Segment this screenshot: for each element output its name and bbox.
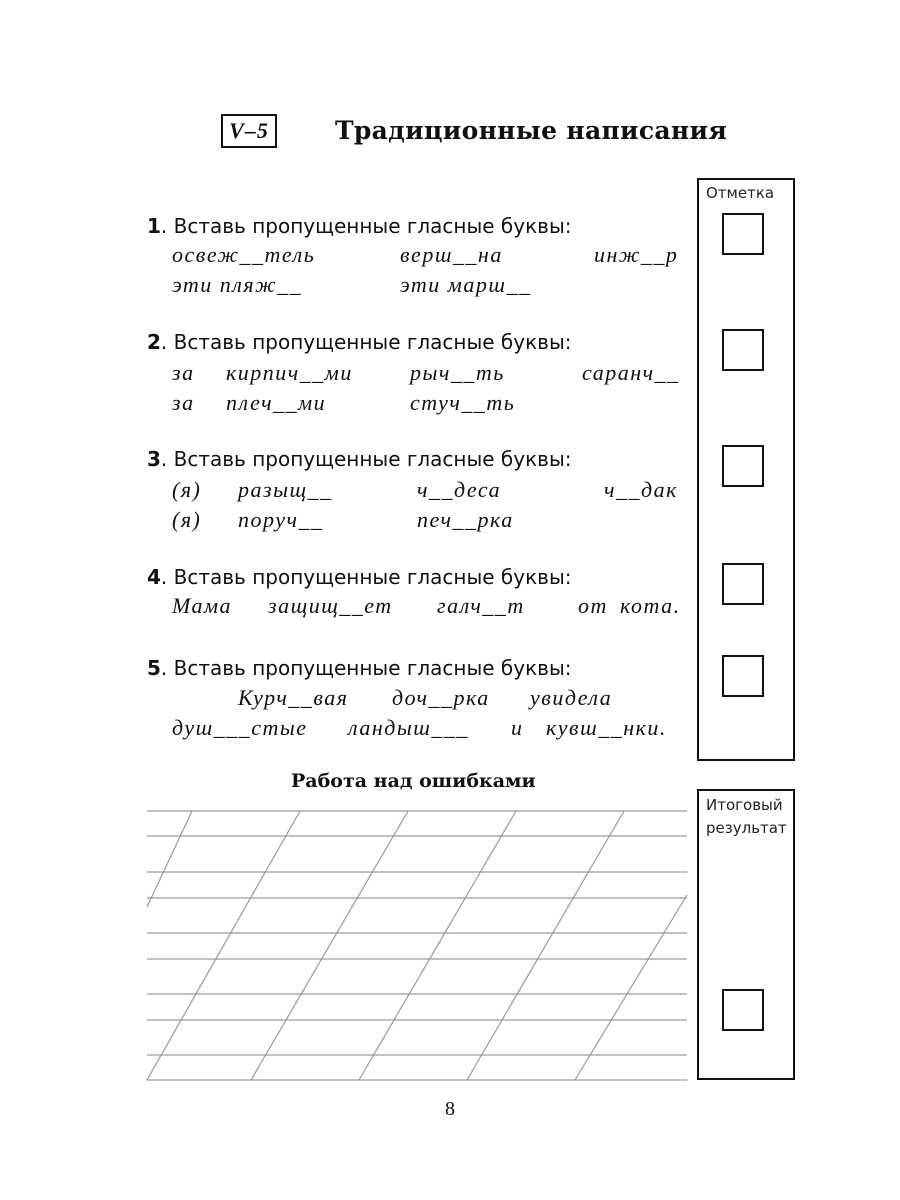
result-panel (697, 789, 795, 1080)
task-5-word[interactable]: кувш__нки. (546, 715, 667, 740)
task-3-word[interactable]: (я) (172, 507, 202, 532)
task-1-word[interactable]: верш__на (400, 242, 503, 267)
task-1-word[interactable]: освеж__тель (172, 242, 316, 267)
page-number: 8 (445, 1098, 455, 1120)
task-2-word[interactable]: рыч__ть (410, 360, 505, 385)
marks-panel-label: Отметка (706, 184, 775, 202)
task-instruction: . Вставь пропущенные гласные буквы: (160, 330, 572, 354)
task-instruction: . Вставь пропущенные гласные буквы: (160, 565, 572, 589)
task-5-word[interactable]: ландыш___ (348, 715, 469, 740)
page-title: Традиционные написания (335, 116, 728, 145)
task-5-word[interactable]: доч__рка (392, 685, 490, 710)
task-4-word[interactable]: галч__т (437, 593, 525, 618)
task-1-word[interactable]: инж__р (594, 242, 679, 267)
task-2-word[interactable]: за (172, 390, 195, 415)
task-3-word[interactable]: ч__дак (604, 477, 678, 502)
task-number: 4 (147, 565, 161, 589)
task-number: 5 (147, 656, 161, 680)
result-panel-label-line1: Итоговый (706, 796, 783, 814)
task-5-word[interactable]: увидела (530, 685, 613, 710)
result-panel-label-line2: результат (706, 819, 787, 837)
task-4-word[interactable]: Мама (172, 593, 233, 618)
task-5-word[interactable]: Курч__вая (238, 685, 349, 710)
task-2-word[interactable]: саранч__ (582, 360, 680, 385)
task-instruction: . Вставь пропущенные гласные буквы: (160, 656, 572, 680)
task-1-word[interactable]: эти пляж__ (172, 272, 303, 297)
task-5-word[interactable]: душ___стые (172, 715, 308, 740)
result-mark-box[interactable] (722, 989, 764, 1031)
task-5-word[interactable]: и (511, 715, 524, 740)
task-2-word[interactable]: плеч__ми (226, 390, 327, 415)
task-1-word[interactable]: эти марш__ (400, 272, 532, 297)
task-3-word[interactable]: ч__деса (417, 477, 502, 502)
task-4-word[interactable]: кота. (620, 593, 681, 618)
task-4-word[interactable]: защищ__ет (268, 593, 393, 618)
task-instruction: . Вставь пропущенные гласные буквы: (160, 214, 572, 238)
task-number: 1 (147, 214, 161, 238)
task-3-word[interactable]: (я) (172, 477, 202, 502)
task-2-word[interactable]: кирпич__ми (226, 360, 353, 385)
task-3-word[interactable]: поруч__ (238, 507, 324, 532)
errors-section-title: Работа над ошибками (291, 770, 536, 792)
task-3-word[interactable]: разыщ__ (238, 477, 333, 502)
task-number: 2 (147, 330, 161, 354)
task-4-word[interactable]: от (578, 593, 608, 618)
task-3-word[interactable]: печ__рка (417, 507, 514, 532)
task-number: 3 (147, 447, 161, 471)
task-instruction: . Вставь пропущенные гласные буквы: (160, 447, 572, 471)
task-2-word[interactable]: стуч__ть (410, 390, 516, 415)
variant-label: V–5 (221, 114, 277, 148)
task-2-word[interactable]: за (172, 360, 195, 385)
